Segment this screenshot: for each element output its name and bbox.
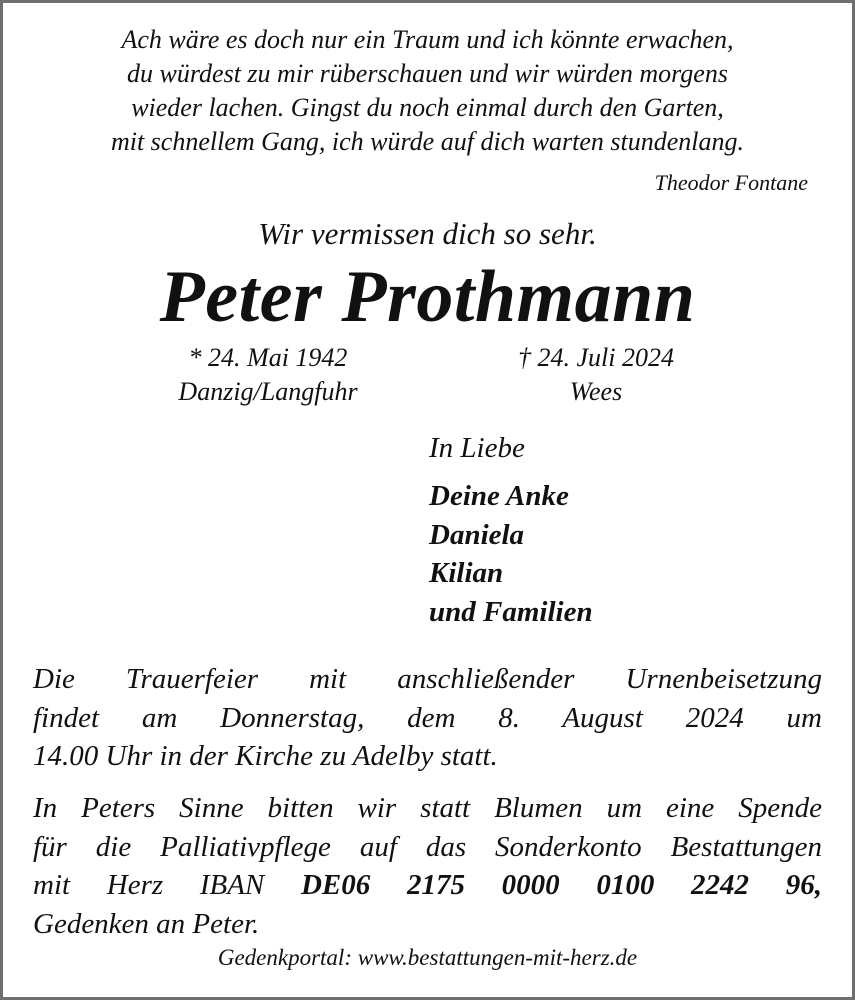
poem-line: mit schnellem Gang, ich würde auf dich warten stundenlang.	[110, 127, 745, 156]
family-member: und Familien	[429, 595, 593, 628]
birth-date: * 24. Mai 1942	[188, 343, 348, 372]
poem-quote	[23, 23, 832, 159]
iban-number: DE06 2175 0000 0100 2242 96,	[300, 869, 823, 901]
ceremony-paragraph	[33, 660, 822, 776]
poem-line: Ach wäre es doch nur ein Traum und ich könnte erwachen,	[121, 25, 734, 54]
donation-line: In Peters Sinne bitten wir statt Blumen um eine Spende	[33, 792, 822, 824]
family-signature	[429, 429, 593, 631]
death-info	[471, 341, 721, 409]
ceremony-line: Die Trauerfeier mit anschließender Urnenbeisetzung	[33, 663, 822, 695]
family-intro: In Liebe	[429, 432, 525, 464]
donation-line: Gedenken an Peter.	[33, 907, 260, 940]
deceased-name: Peter Prothmann	[159, 256, 696, 338]
poem-line: wieder lachen. Gingst du noch einmal durch den Garten,	[131, 93, 724, 122]
family-member: Daniela	[429, 518, 525, 551]
donation-iban-line	[33, 866, 822, 905]
iban-label: mit Herz IBAN	[33, 869, 265, 901]
family-member: Kilian	[429, 557, 504, 589]
family-member: Deine Anke	[429, 480, 569, 512]
donation-line: für die Palliativpflege auf das Sonderkonto Bestattungen	[33, 830, 822, 863]
headline: Wir vermissen dich so sehr.	[258, 216, 597, 251]
death-place: Wees	[569, 377, 623, 406]
poem-author: Theodor Fontane	[654, 170, 808, 195]
death-date: † 24. Juli 2024	[518, 343, 674, 372]
ceremony-line: 14.00 Uhr in der Kirche zu Adelby statt.	[33, 740, 498, 772]
poem-line: du würdest zu mir rüberschauen und wir würden morgens	[127, 59, 728, 88]
donation-paragraph	[33, 789, 822, 943]
birth-info	[143, 341, 393, 409]
ceremony-line: findet am Donnerstag, dem 8. August 2024 um	[33, 701, 822, 734]
birth-place: Danzig/Langfuhr	[178, 377, 358, 406]
memorial-portal: Gedenkportal: www.bestattungen-mit-herz.de	[217, 945, 638, 970]
